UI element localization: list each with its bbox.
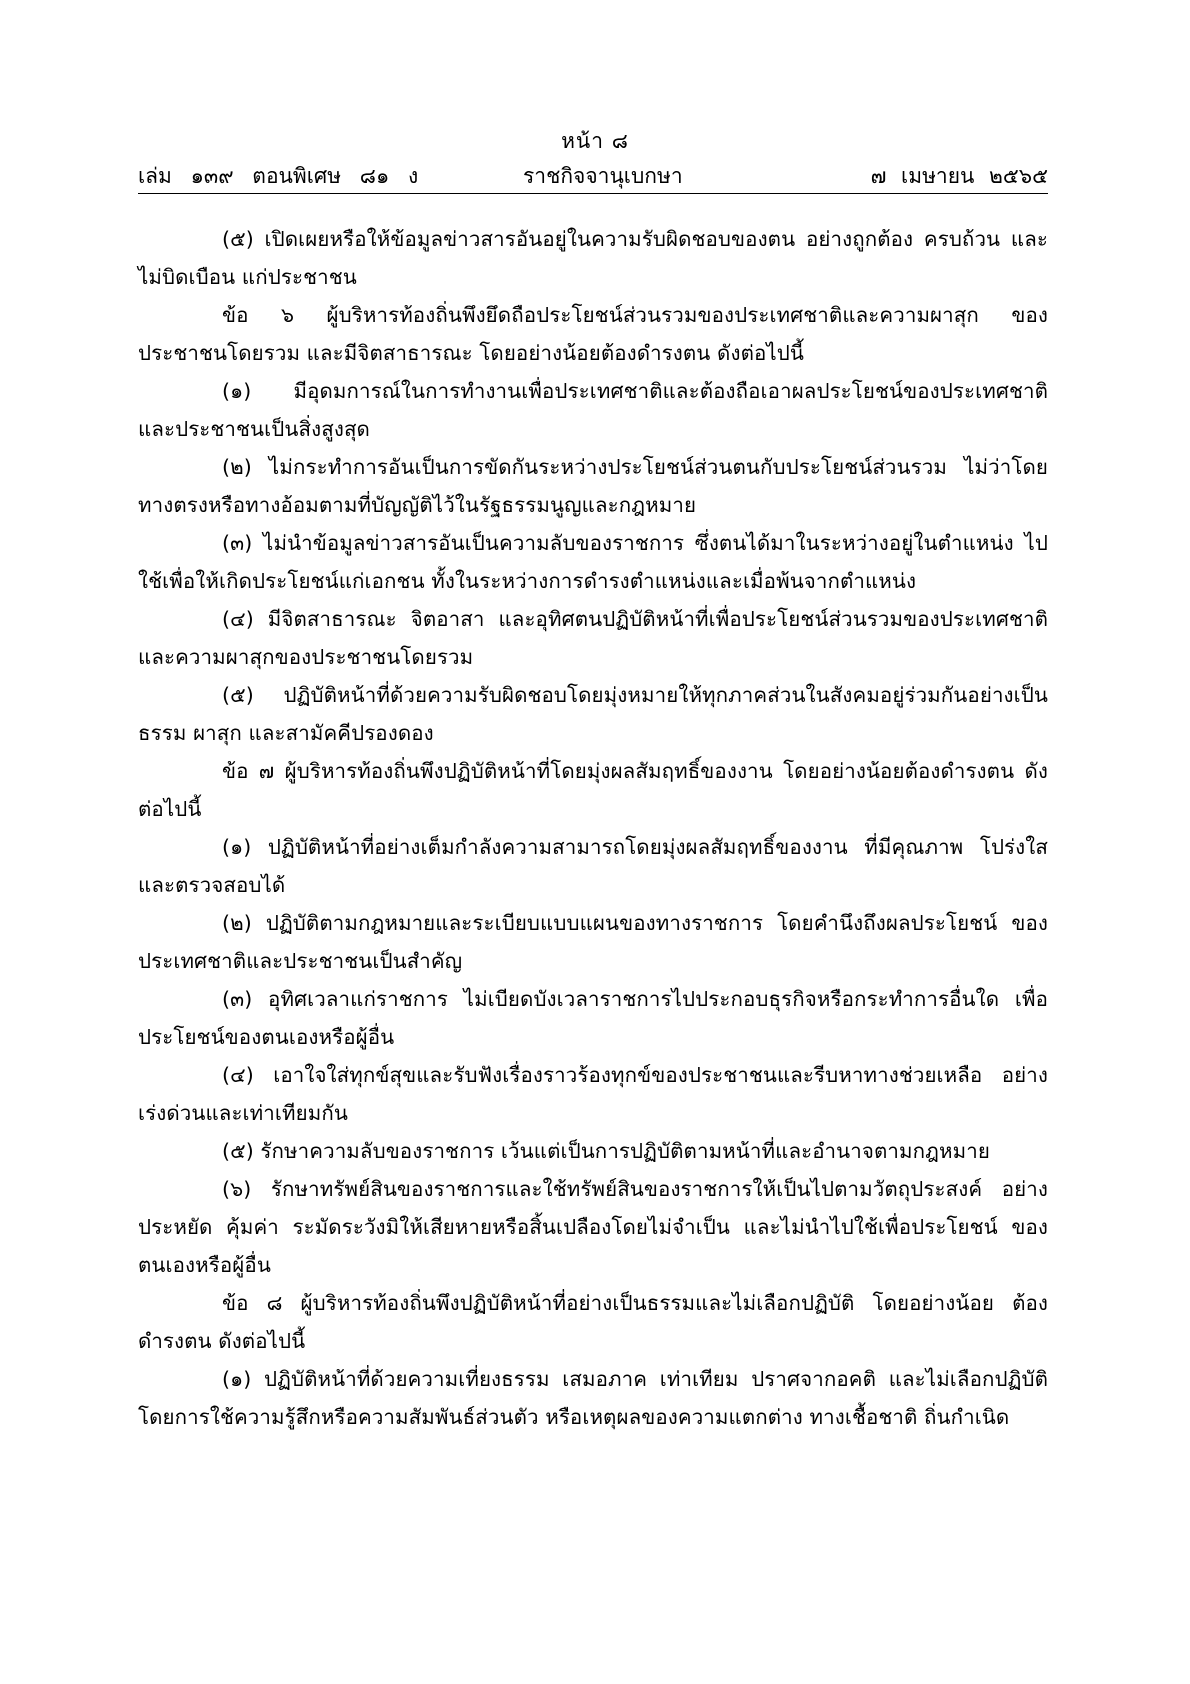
publication-title: ราชกิจจานุเบกษา: [523, 164, 683, 188]
paragraph: (๕) รักษาความลับของราชการ เว้นแต่เป็นการปฏิบัติตามหน้าที่และอำนาจตามกฎหมาย: [222, 1139, 990, 1163]
paragraph: (๔) เอาใจใส่ทุกข์สุขและรับฟังเรื่องราวร้องทุกข์ของประชาชนและรีบหาทางช่วยเหลือ อย่างเร่งด่วนและเท่าเทียมกัน: [138, 1063, 1048, 1125]
paragraph: (๒) ไม่กระทำการอันเป็นการขัดกันระหว่างประโยชน์ส่วนตนกับประโยชน์ส่วนรวม ไม่ว่าโดยทางตรงหรือทางอ้อมตามที่บัญญัติไว้ในรัฐธรรมนูญและกฎหมาย: [138, 455, 1048, 517]
document-body: [138, 220, 1048, 1436]
publication-date: ๗ เมษายน ๒๕๖๕: [870, 164, 1048, 188]
paragraph: ข้อ ๘ ผู้บริหารท้องถิ่นพึงปฏิบัติหน้าที่อย่างเป็นธรรมและไม่เลือกปฏิบัติ โดยอย่างน้อย ต้องดำรงตน ดังต่อไปนี้: [138, 1291, 1048, 1353]
header-divider: [138, 193, 1048, 194]
paragraph: (๖) รักษาทรัพย์สินของราชการและใช้ทรัพย์สินของราชการให้เป็นไปตามวัตถุประสงค์ อย่างประหยัด คุ้มค่า ระมัดระวังมิให้เสียหายหรือสิ้นเปลืองโดยไม่จำเป็น และไม่นำไปใช้เพื่อประโยชน์ ของตนเองหรือผู้อื่น: [138, 1177, 1048, 1277]
gazette-header: [138, 160, 1048, 190]
page-number: หน้า ๘: [561, 129, 629, 153]
paragraph: (๓) ไม่นำข้อมูลข่าวสารอันเป็นความลับของราชการ ซึ่งตนได้มาในระหว่างอยู่ในตำแหน่ง ไปใช้เพื่อให้เกิดประโยชน์แก่เอกชน ทั้งในระหว่างการดำรงตำแหน่งและเมื่อพ้นจากตำแหน่ง: [138, 531, 1048, 593]
paragraph: (๑) ปฏิบัติหน้าที่อย่างเต็มกำลังความสามารถโดยมุ่งผลสัมฤทธิ์ของงาน ที่มีคุณภาพ โปร่งใส และตรวจสอบได้: [138, 835, 1048, 897]
paragraph: (๕) เปิดเผยหรือให้ข้อมูลข่าวสารอันอยู่ในความรับผิดชอบของตน อย่างถูกต้อง ครบถ้วน และไม่บิดเบือน แก่ประชาชน: [138, 227, 1048, 289]
paragraph: ข้อ ๖ ผู้บริหารท้องถิ่นพึงยึดถือประโยชน์ส่วนรวมของประเทศชาติและความผาสุก ของประชาชนโดยรวม และมีจิตสาธารณะ โดยอย่างน้อยต้องดำรงตน ดังต่อไปนี้: [138, 303, 1048, 365]
paragraph: (๕) ปฏิบัติหน้าที่ด้วยความรับผิดชอบโดยมุ่งหมายให้ทุกภาคส่วนในสังคมอยู่ร่วมกันอย่างเป็นธรรม ผาสุก และสามัคคีปรองดอง: [138, 683, 1048, 745]
volume-info: เล่ม ๑๓๙ ตอนพิเศษ ๘๑ ง: [138, 164, 419, 188]
paragraph: (๒) ปฏิบัติตามกฎหมายและระเบียบแบบแผนของทางราชการ โดยคำนึงถึงผลประโยชน์ ของประเทศชาติและประชาชนเป็นสำคัญ: [138, 911, 1048, 973]
paragraph: ข้อ ๗ ผู้บริหารท้องถิ่นพึงปฏิบัติหน้าที่โดยมุ่งผลสัมฤทธิ์ของงาน โดยอย่างน้อยต้องดำรงตน ดังต่อไปนี้: [138, 759, 1048, 821]
paragraph: (๑) มีอุดมการณ์ในการทำงานเพื่อประเทศชาติและต้องถือเอาผลประโยชน์ของประเทศชาติ และประชาชนเป็นสิ่งสูงสุด: [138, 379, 1048, 441]
paragraph: (๔) มีจิตสาธารณะ จิตอาสา และอุทิศตนปฏิบัติหน้าที่เพื่อประโยชน์ส่วนรวมของประเทศชาติ และความผาสุกของประชาชนโดยรวม: [138, 607, 1048, 669]
paragraph: (๑) ปฏิบัติหน้าที่ด้วยความเที่ยงธรรม เสมอภาค เท่าเทียม ปราศจากอคติ และไม่เลือกปฏิบัติ โดยการใช้ความรู้สึกหรือความสัมพันธ์ส่วนตัว หรือเหตุผลของความแตกต่าง ทางเชื้อชาติ ถิ่นกำเนิด: [138, 1367, 1048, 1429]
paragraph: (๓) อุทิศเวลาแก่ราชการ ไม่เบียดบังเวลาราชการไปประกอบธุรกิจหรือกระทำการอื่นใด เพื่อประโยชน์ของตนเองหรือผู้อื่น: [138, 987, 1048, 1049]
